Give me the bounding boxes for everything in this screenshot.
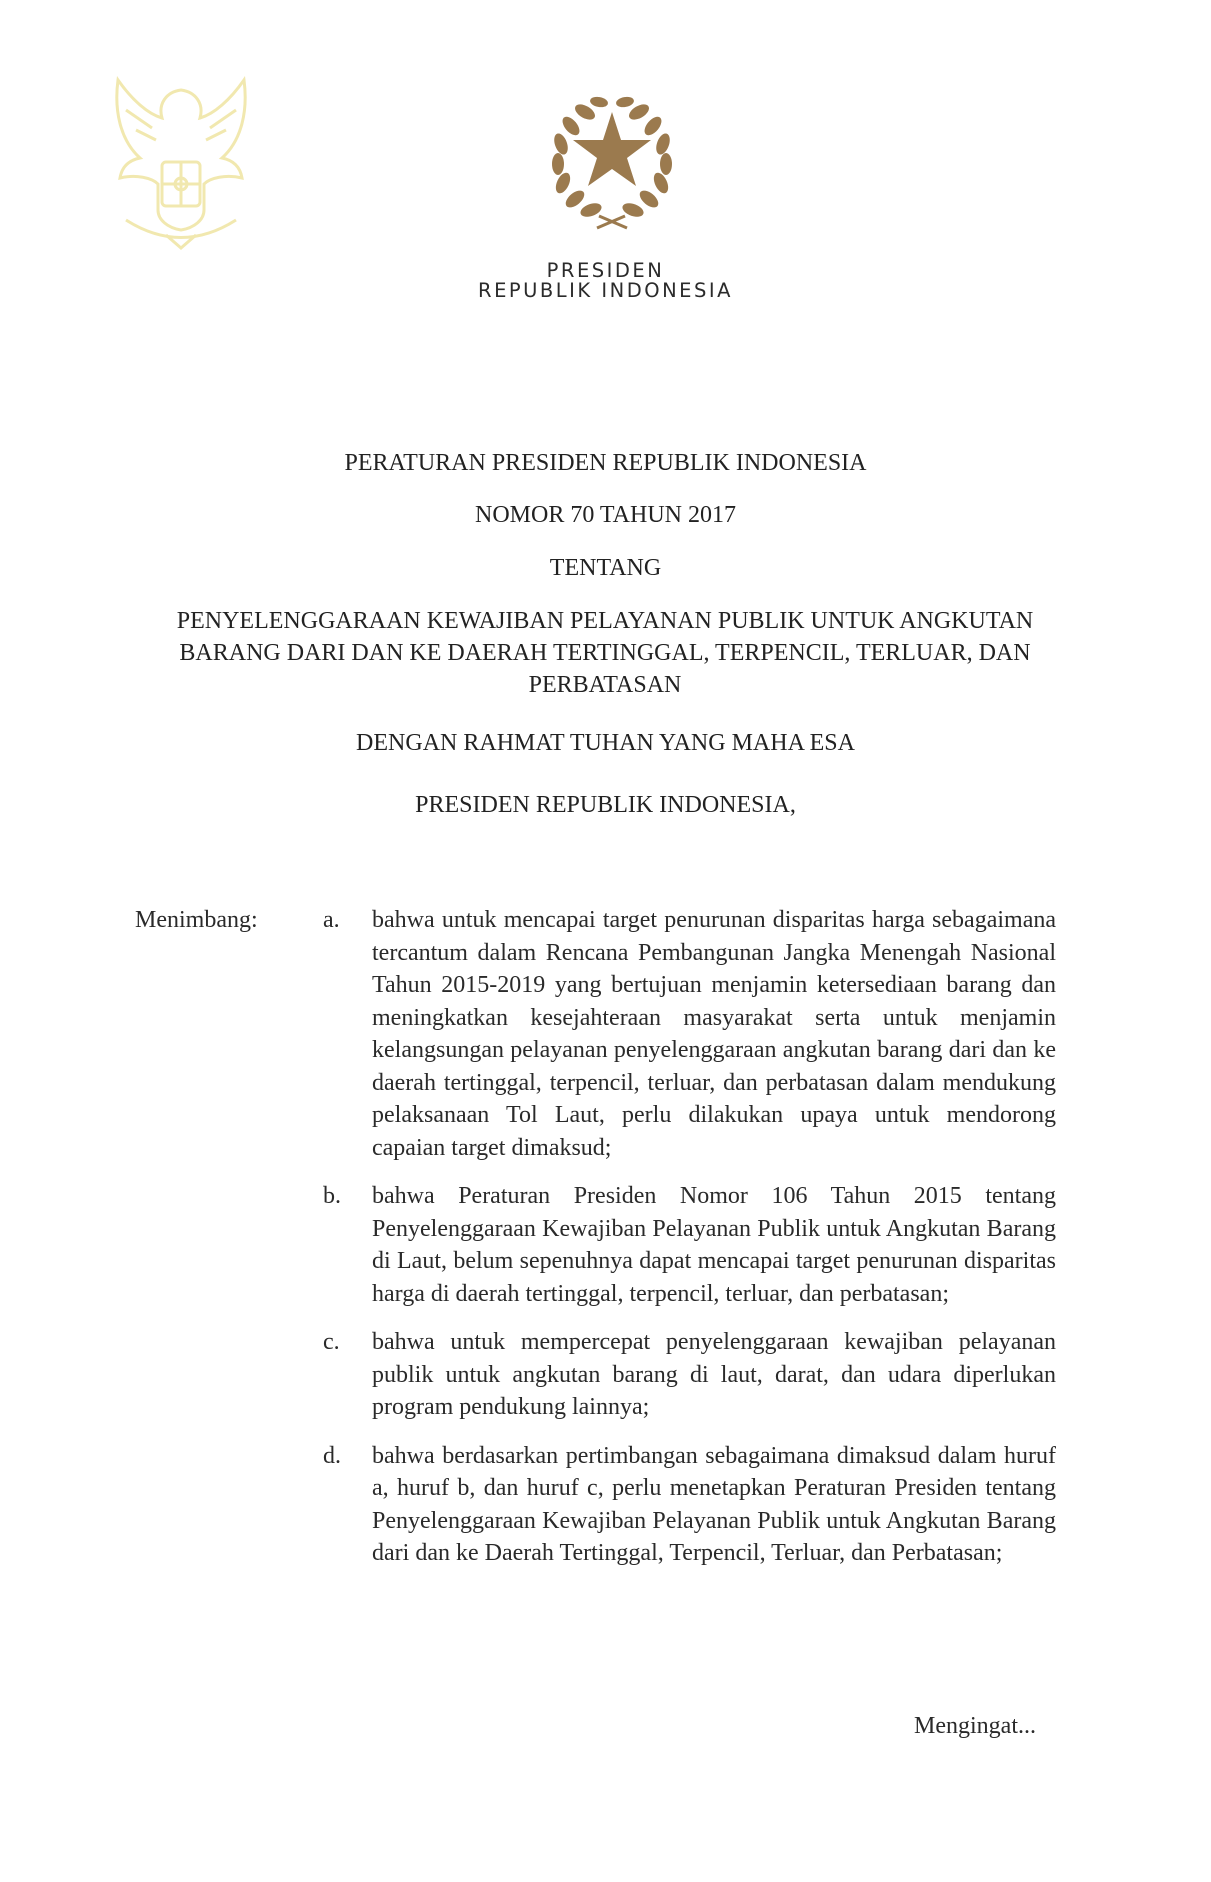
letterhead-presiden: PRESIDEN	[546, 259, 665, 282]
presidential-seal-icon	[537, 82, 687, 232]
regulation-title: PERATURAN PRESIDEN REPUBLIK INDONESIA	[344, 450, 867, 476]
item-text: bahwa berdasarkan pertimbangan sebagaimana dimaksud dalam huruf a, huruf b, dan huruf c, perlu menetapkan Peraturan Presiden tentang Penyelenggaraan Kewajiban Pelayanan Publik untuk Angkutan Barang dari dan ke Daerah Tertinggal, Terpencil, Terluar, dan Perbatasan;	[372, 1442, 1056, 1566]
issuer-line: PRESIDEN REPUBLIK INDONESIA,	[415, 792, 796, 818]
letterhead-republik-indonesia: REPUBLIK INDONESIA	[478, 279, 733, 302]
item-text: bahwa untuk mempercepat penyelenggaraan kewajiban pelayanan publik untuk angkutan barang di laut, darat, dan udara diperlukan program pendukung lainnya;	[372, 1329, 1056, 1420]
garuda-emblem-icon	[96, 70, 266, 250]
item-letter: d.	[323, 1442, 341, 1469]
regulation-number: NOMOR 70 TAHUN 2017	[475, 502, 736, 528]
consideration-item-c	[323, 1326, 1056, 1424]
consideration-item-b	[323, 1180, 1056, 1310]
item-letter: b.	[323, 1183, 341, 1209]
blessing-line: DENGAN RAHMAT TUHAN YANG MAHA ESA	[356, 730, 855, 756]
regulation-subject: PENYELENGGARAAN KEWAJIBAN PELAYANAN PUBLIK UNTUK ANGKUTAN BARANG DARI DAN KE DAERAH TERTINGGAL, TERPENCIL, TERLUAR, DAN PERBATASAN	[176, 608, 1034, 698]
item-text: bahwa Peraturan Presiden Nomor 106 Tahun 2015 tentang Penyelenggaraan Kewajiban Pelayanan Publik untuk Angkutan Barang di Laut, belum sepenuhnya dapat mencapai target penurunan disparitas harga di daerah tertinggal, terpencil, terluar, dan perbatasan;	[372, 1183, 1056, 1307]
menimbang-label: Menimbang:	[135, 907, 258, 933]
regulation-about: TENTANG	[549, 555, 662, 581]
item-text: bahwa untuk mencapai target penurunan disparitas harga sebagaimana tercantum dalam Rencana Pembangunan Jangka Menengah Nasional Tahun 2015-2019 yang bertujuan menjamin ketersediaan barang dan meningkatkan kesejahteraan masyarakat serta untuk menjamin kelangsungan pelayanan penyelenggaraan angkutan barang dari dan ke daerah tertinggal, terpencil, terluar, dan perbatasan dalam mendukung pelaksanaan Tol Laut, perlu dilakukan upaya untuk mendorong capaian target dimaksud;	[372, 907, 1056, 1161]
item-letter: a.	[323, 907, 340, 933]
page-catchword: Mengingat...	[914, 1713, 1036, 1739]
considerations-list	[323, 904, 1056, 1586]
consideration-item-a	[323, 904, 1056, 1164]
item-letter: c.	[323, 1329, 340, 1355]
consideration-item-d	[323, 1440, 1056, 1570]
